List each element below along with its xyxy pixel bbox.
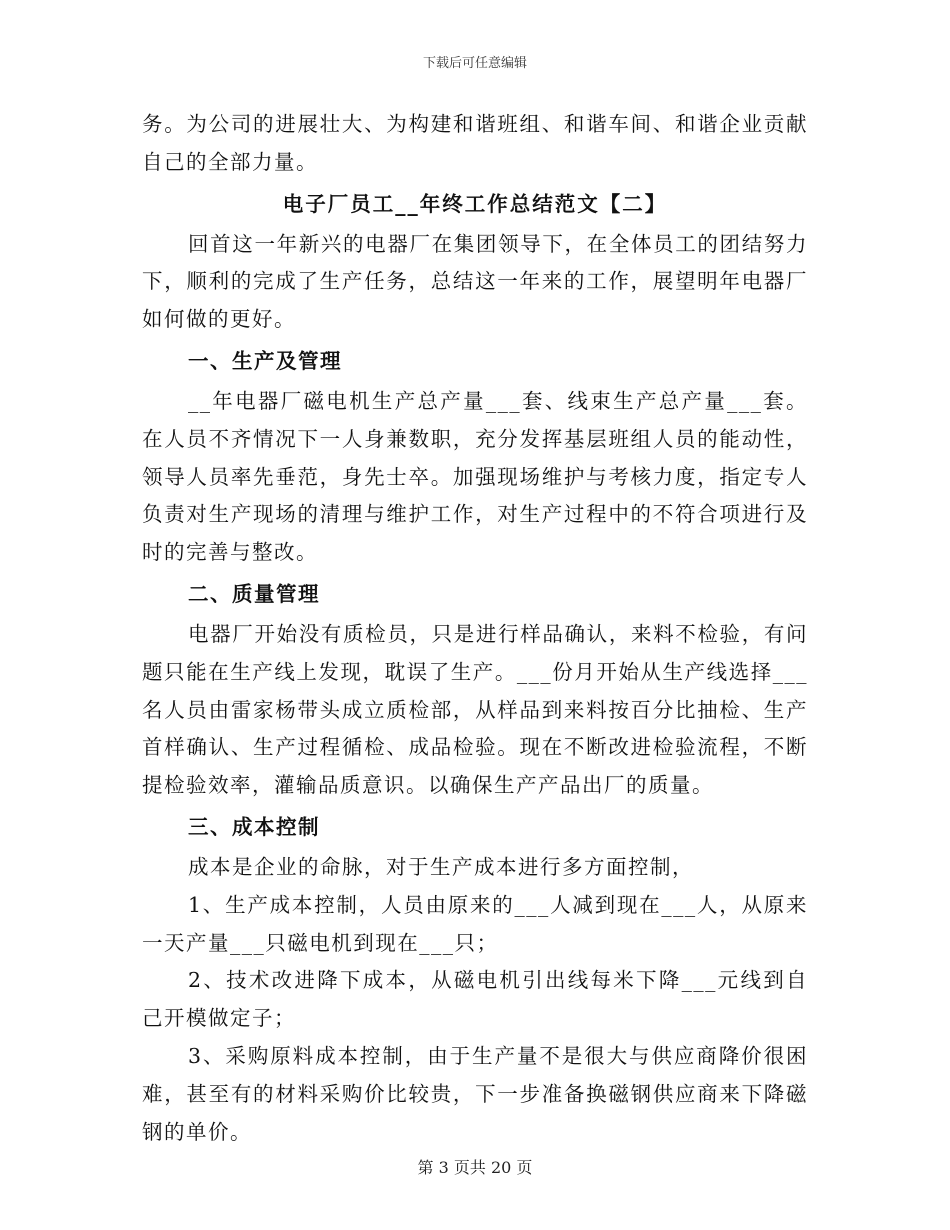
paragraph-production: __年电器厂磁电机生产总产量___套、线束生产总产量___套。在人员不齐情况下一人身兼数职，充分发挥基层班组人员的能动性，领导人员率先垂范，身先士卒。加强现场维护与考核力度，指定专人负责对生产现场的清理与维护工作，对生产过程中的不符合项进行及时的完善与整改。: [142, 388, 808, 565]
section-heading-production: 一、生产及管理: [188, 348, 342, 373]
page-header: 下载后可任意编辑: [422, 56, 527, 71]
paragraph-intro: 回首这一年新兴的电器厂在集团领导下，在全体员工的团结努力下，顺利的完成了生产任务，总结这一年来的工作，展望明年电器厂如何做的更好。: [142, 231, 808, 332]
document-title: 电子厂员工__年终工作总结范文【二】: [282, 191, 668, 216]
paragraph-cost-intro: 成本是企业的命脉，对于生产成本进行多方面控制，: [188, 854, 694, 879]
section-heading-quality: 二、质量管理: [188, 581, 320, 606]
paragraph-cost-item-3: 3、采购原料成本控制，由于生产量不是很大与供应商降价很困难，甚至有的材料采购价比较贵，下一步准备换磁钢供应商来下降磁钢的单价。: [142, 1043, 808, 1144]
paragraph-continuation: 务。为公司的进展壮大、为构建和谐班组、和谐车间、和谐企业贡献自己的全部力量。: [142, 112, 808, 174]
paragraph-cost-item-1: 1、生产成本控制，人员由原来的___人减到现在___人，从原来一天产量___只磁电机到现在___只；: [142, 892, 808, 955]
document-body: [142, 106, 808, 1151]
paragraph-quality: 电器厂开始没有质检员，只是进行样品确认，来料不检验，有问题只能在生产线上发现，耽误了生产。___份月开始从生产线选择___名人员由雷家杨带头成立质检部，从样品到来料按百分比抽检、生产首样确认、生产过程循检、成品检验。现在不断改进检验流程，不断提检验效率，灌输品质意识。以确保生产产品出厂的质量。: [142, 621, 808, 798]
page-footer: 第 3 页共 20 页: [417, 1158, 533, 1177]
paragraph-cost-item-2: 2、技术改进降下成本，从磁电机引出线每米下降___元线到自己开模做定子；: [142, 968, 808, 1031]
section-heading-cost: 三、成本控制: [188, 814, 320, 839]
